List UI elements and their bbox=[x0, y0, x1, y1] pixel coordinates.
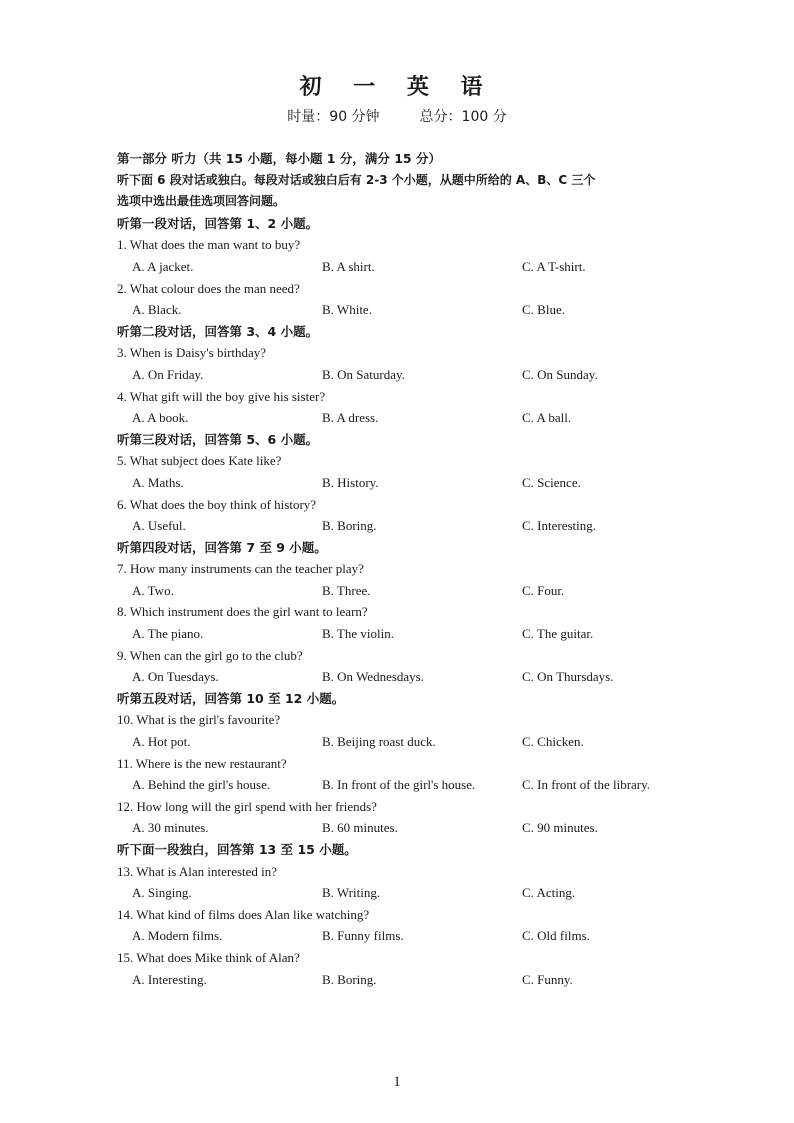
option-row bbox=[117, 472, 697, 494]
option-row bbox=[117, 364, 697, 386]
option-c[interactable]: C. Chicken. bbox=[522, 734, 584, 750]
option-a[interactable]: A. The piano. bbox=[132, 626, 204, 642]
question-text: 7. How many instruments can the teacher play? bbox=[117, 561, 364, 577]
section-heading: 听下面一段独白，回答第 13 至 15 小题。 bbox=[117, 842, 357, 857]
option-a[interactable]: A. On Friday. bbox=[132, 366, 204, 382]
option-c[interactable]: C. Four. bbox=[522, 582, 565, 598]
option-b[interactable]: B. The violin. bbox=[322, 626, 394, 642]
part1-instruction-line1: 听下面 6 段对话或独白。每段对话或独白后有 2-3 个小题，从题中所给的 A、B、C 三个 bbox=[117, 172, 596, 187]
exam-title: 初 一 英 语 bbox=[299, 75, 495, 100]
listening-blocks bbox=[117, 213, 697, 990]
option-c[interactable]: C. Interesting. bbox=[522, 518, 597, 534]
option-row bbox=[117, 882, 697, 904]
option-row bbox=[117, 407, 697, 429]
option-c[interactable]: C. Blue. bbox=[522, 302, 565, 318]
question-text: 8. Which instrument does the girl want to learn? bbox=[117, 604, 368, 620]
option-b[interactable]: B. Three. bbox=[322, 582, 371, 598]
option-c[interactable]: C. 90 minutes. bbox=[522, 820, 598, 836]
option-row bbox=[117, 817, 697, 839]
option-c[interactable]: C. In front of the library. bbox=[522, 777, 651, 793]
question-text: 9. When can the girl go to the club? bbox=[117, 647, 303, 663]
option-row bbox=[117, 731, 697, 753]
option-row bbox=[117, 666, 697, 688]
option-a[interactable]: A. 30 minutes. bbox=[132, 820, 209, 836]
option-b[interactable]: B. On Wednesdays. bbox=[322, 669, 424, 685]
exam-total-score: 总分：100 分 bbox=[419, 109, 507, 125]
option-b[interactable]: B. White. bbox=[322, 302, 372, 318]
option-b[interactable]: B. In front of the girl's house. bbox=[322, 777, 476, 793]
option-b[interactable]: B. Writing. bbox=[322, 885, 381, 901]
option-row bbox=[117, 925, 697, 947]
option-row bbox=[117, 623, 697, 645]
option-a[interactable]: A. Behind the girl's house. bbox=[132, 777, 271, 793]
question-text: 6. What does the boy think of history? bbox=[117, 496, 317, 512]
question-text: 10. What is the girl's favourite? bbox=[117, 712, 281, 728]
option-b[interactable]: B. On Saturday. bbox=[322, 366, 405, 382]
option-c[interactable]: C. A T-shirt. bbox=[522, 258, 586, 274]
option-c[interactable]: C. The guitar. bbox=[522, 626, 594, 642]
option-row bbox=[117, 580, 697, 602]
option-b[interactable]: B. 60 minutes. bbox=[322, 820, 398, 836]
part1-title: 第一部分 听力（共 15 小题，每小题 1 分，满分 15 分） bbox=[117, 151, 441, 166]
option-a[interactable]: A. Singing. bbox=[132, 885, 192, 901]
option-a[interactable]: A. Two. bbox=[132, 582, 174, 598]
section-heading: 听第三段对话，回答第 5、6 小题。 bbox=[117, 431, 319, 447]
question-text: 1. What does the man want to buy? bbox=[117, 237, 301, 253]
option-a[interactable]: A. On Tuesdays. bbox=[132, 669, 219, 685]
section-heading: 听第五段对话，回答第 10 至 12 小题。 bbox=[117, 690, 345, 706]
section-heading: 听第二段对话，回答第 3、4 小题。 bbox=[117, 323, 319, 339]
question-text: 4. What gift will the boy give his sister? bbox=[117, 388, 326, 404]
option-row bbox=[117, 515, 697, 537]
option-a[interactable]: A. Useful. bbox=[132, 518, 186, 534]
option-c[interactable]: C. On Sunday. bbox=[522, 366, 598, 382]
option-c[interactable]: C. Science. bbox=[522, 474, 581, 490]
option-a[interactable]: A. Maths. bbox=[132, 474, 184, 490]
option-row bbox=[117, 256, 697, 278]
option-b[interactable]: B. Boring. bbox=[322, 971, 377, 987]
question-text: 3. When is Daisy's birthday? bbox=[117, 345, 267, 361]
section-heading: 听第四段对话，回答第 7 至 9 小题。 bbox=[117, 539, 327, 555]
option-b[interactable]: B. Beijing roast duck. bbox=[322, 734, 436, 750]
question-text: 5. What subject does Kate like? bbox=[117, 453, 282, 469]
question-text: 12. How long will the girl spend with her friends? bbox=[117, 798, 377, 814]
option-b[interactable]: B. Boring. bbox=[322, 518, 377, 534]
exam-content bbox=[117, 148, 697, 990]
exam-meta bbox=[0, 106, 794, 126]
option-c[interactable]: C. A ball. bbox=[522, 410, 572, 426]
option-c[interactable]: C. On Thursdays. bbox=[522, 669, 614, 685]
exam-time: 时量：90 分钟 bbox=[287, 109, 380, 125]
option-a[interactable]: A. A book. bbox=[132, 410, 189, 426]
option-b[interactable]: B. A dress. bbox=[322, 410, 379, 426]
question-text: 13. What is Alan interested in? bbox=[117, 863, 278, 879]
option-b[interactable]: B. A shirt. bbox=[322, 258, 375, 274]
option-row bbox=[117, 774, 697, 796]
option-b[interactable]: B. History. bbox=[322, 474, 379, 490]
option-a[interactable]: A. Modern films. bbox=[132, 928, 223, 944]
question-text: 11. Where is the new restaurant? bbox=[117, 755, 287, 771]
option-b[interactable]: B. Funny films. bbox=[322, 928, 404, 944]
option-a[interactable]: A. Black. bbox=[132, 302, 182, 318]
question-text: 15. What does Mike think of Alan? bbox=[117, 949, 300, 965]
section-heading: 听第一段对话，回答第 1、2 小题。 bbox=[117, 215, 319, 231]
option-c[interactable]: C. Old films. bbox=[522, 928, 590, 944]
option-a[interactable]: A. Interesting. bbox=[132, 971, 207, 987]
question-text: 14. What kind of films does Alan like watching? bbox=[117, 906, 370, 922]
option-a[interactable]: A. Hot pot. bbox=[132, 734, 191, 750]
option-c[interactable]: C. Acting. bbox=[522, 885, 576, 901]
option-row bbox=[117, 969, 697, 991]
part1-instruction-line2: 选项中选出最佳选项回答问题。 bbox=[117, 194, 286, 209]
option-a[interactable]: A. A jacket. bbox=[132, 258, 194, 274]
option-c[interactable]: C. Funny. bbox=[522, 971, 573, 987]
page-number: 1 bbox=[393, 1074, 401, 1090]
option-row bbox=[117, 299, 697, 321]
question-text: 2. What colour does the man need? bbox=[117, 280, 300, 296]
